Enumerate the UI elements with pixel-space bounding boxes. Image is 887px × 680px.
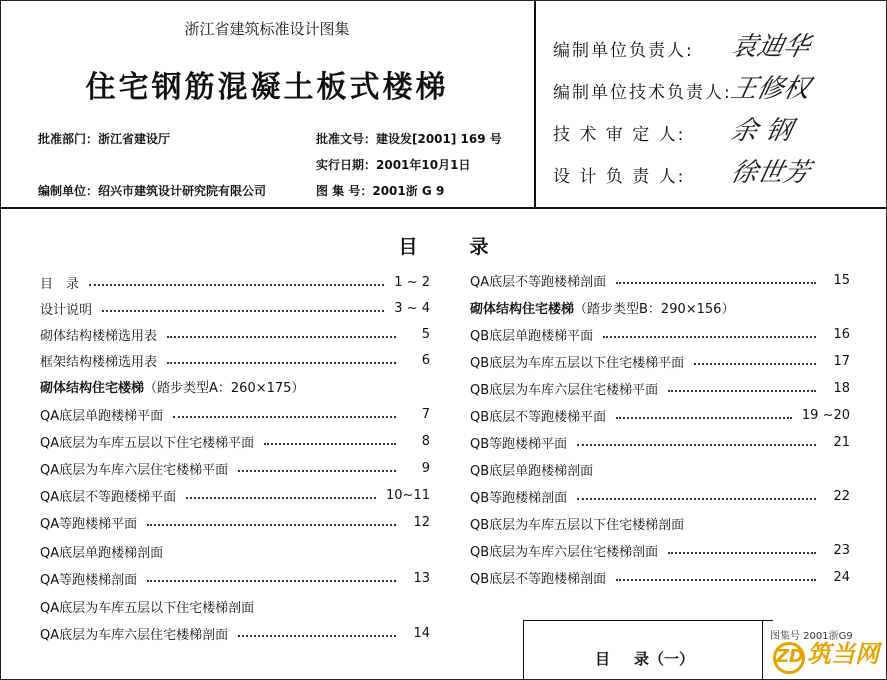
toc-item[interactable]: 框架结构楼梯选用表 6 <box>40 352 430 370</box>
toc-heading: 目 录 <box>398 236 489 258</box>
toc-item[interactable]: QA底层不等跑楼梯平面 10~11 <box>40 487 430 505</box>
toc-item[interactable]: QB等跑楼梯剖面 22 <box>470 488 850 506</box>
toc-item[interactable]: QB底层为车库六层住宅楼梯剖面 23 <box>470 542 850 560</box>
toc-item[interactable]: QB底层单跑楼梯剖面 <box>470 463 594 479</box>
toc-item[interactable]: QB底层为车库五层以下住宅楼梯剖面 <box>470 517 685 533</box>
responsible-role-3: 技 术 审 定 人: <box>553 125 686 145</box>
toc-item[interactable]: QA底层单跑楼梯平面 7 <box>40 406 430 424</box>
page-title: 住宅钢筋混凝土板式楼梯 <box>85 70 449 105</box>
toc-item[interactable]: 砌体结构楼梯选用表 5 <box>40 326 430 344</box>
toc-item[interactable]: QA底层为车库五层以下住宅楼梯平面 8 <box>40 433 430 451</box>
footer-box-left-line <box>523 620 524 680</box>
toc-item[interactable]: QB底层不等跑楼梯剖面 24 <box>470 569 850 587</box>
toc-item[interactable]: QB底层不等跑楼梯平面 19 ~20 <box>470 407 850 425</box>
toc-item[interactable]: 目 录 1 ~ 2 <box>40 274 430 292</box>
signature-1: 袁迪华 <box>728 32 813 62</box>
approval-department: 批准部门：浙江省建设厅 <box>38 132 171 146</box>
toc-item[interactable]: QA底层为车库五层以下住宅楼梯剖面 <box>40 600 255 616</box>
toc-section-heading: 砌体结构住宅楼梯 （踏步类型A：260×175） <box>40 380 305 396</box>
toc-item[interactable]: QA底层单跑楼梯剖面 <box>40 545 164 561</box>
toc-item[interactable]: QA等跑楼梯剖面 13 <box>40 570 430 588</box>
series-title: 浙江省建筑标准设计图集 <box>184 20 350 38</box>
signature-4: 徐世芳 <box>728 158 813 188</box>
toc-item[interactable]: QA底层为车库六层住宅楼梯平面 9 <box>40 460 430 478</box>
zd-logo-icon: ZD <box>773 642 805 674</box>
responsible-role-1: 编制单位负责人: <box>553 41 694 61</box>
compiler-unit: 编制单位：绍兴市建筑设计研究院有限公司 <box>38 184 267 198</box>
atlas-number: 图 集 号：2001浙 G 9 <box>316 184 445 198</box>
toc-item[interactable]: 设计说明 3 ~ 4 <box>40 300 430 318</box>
toc-item[interactable]: QA等跑楼梯平面 12 <box>40 514 430 532</box>
title-block-vertical-divider <box>534 0 536 208</box>
toc-item[interactable]: QB等跑楼梯平面 21 <box>470 434 850 452</box>
responsible-role-2: 编制单位技术负责人: <box>553 83 732 103</box>
toc-item[interactable]: QA底层为车库六层住宅楼梯剖面 14 <box>40 625 430 643</box>
toc-item[interactable]: QB底层为车库六层住宅楼梯平面 18 <box>470 380 850 398</box>
signature-2: 王修权 <box>728 74 813 104</box>
title-block-divider <box>0 207 887 209</box>
responsible-role-4: 设 计 负 责 人: <box>553 167 686 187</box>
site-watermark-logo: ZD 筑当网 <box>773 634 879 674</box>
toc-item[interactable]: QB底层单跑楼梯平面 16 <box>470 326 850 344</box>
atlas-number-stamp: 图集号 2001浙G9 <box>770 631 853 642</box>
toc-section-heading: 砌体结构住宅楼梯 （踏步类型B：290×156） <box>470 301 735 317</box>
footer-box-right-line <box>762 620 763 680</box>
signature-3: 余 钢 <box>728 116 795 146</box>
effective-date: 实行日期：2001年10月1日 <box>316 158 471 172</box>
approval-document: 批准文号：建设发[2001] 169 号 <box>316 132 502 146</box>
footer-box-top-line <box>523 620 773 621</box>
toc-item[interactable]: QA底层不等跑楼梯剖面 15 <box>470 272 850 290</box>
footer-page-label: 目 录（一） <box>595 650 695 668</box>
toc-item[interactable]: QB底层为车库五层以下住宅楼梯平面 17 <box>470 353 850 371</box>
